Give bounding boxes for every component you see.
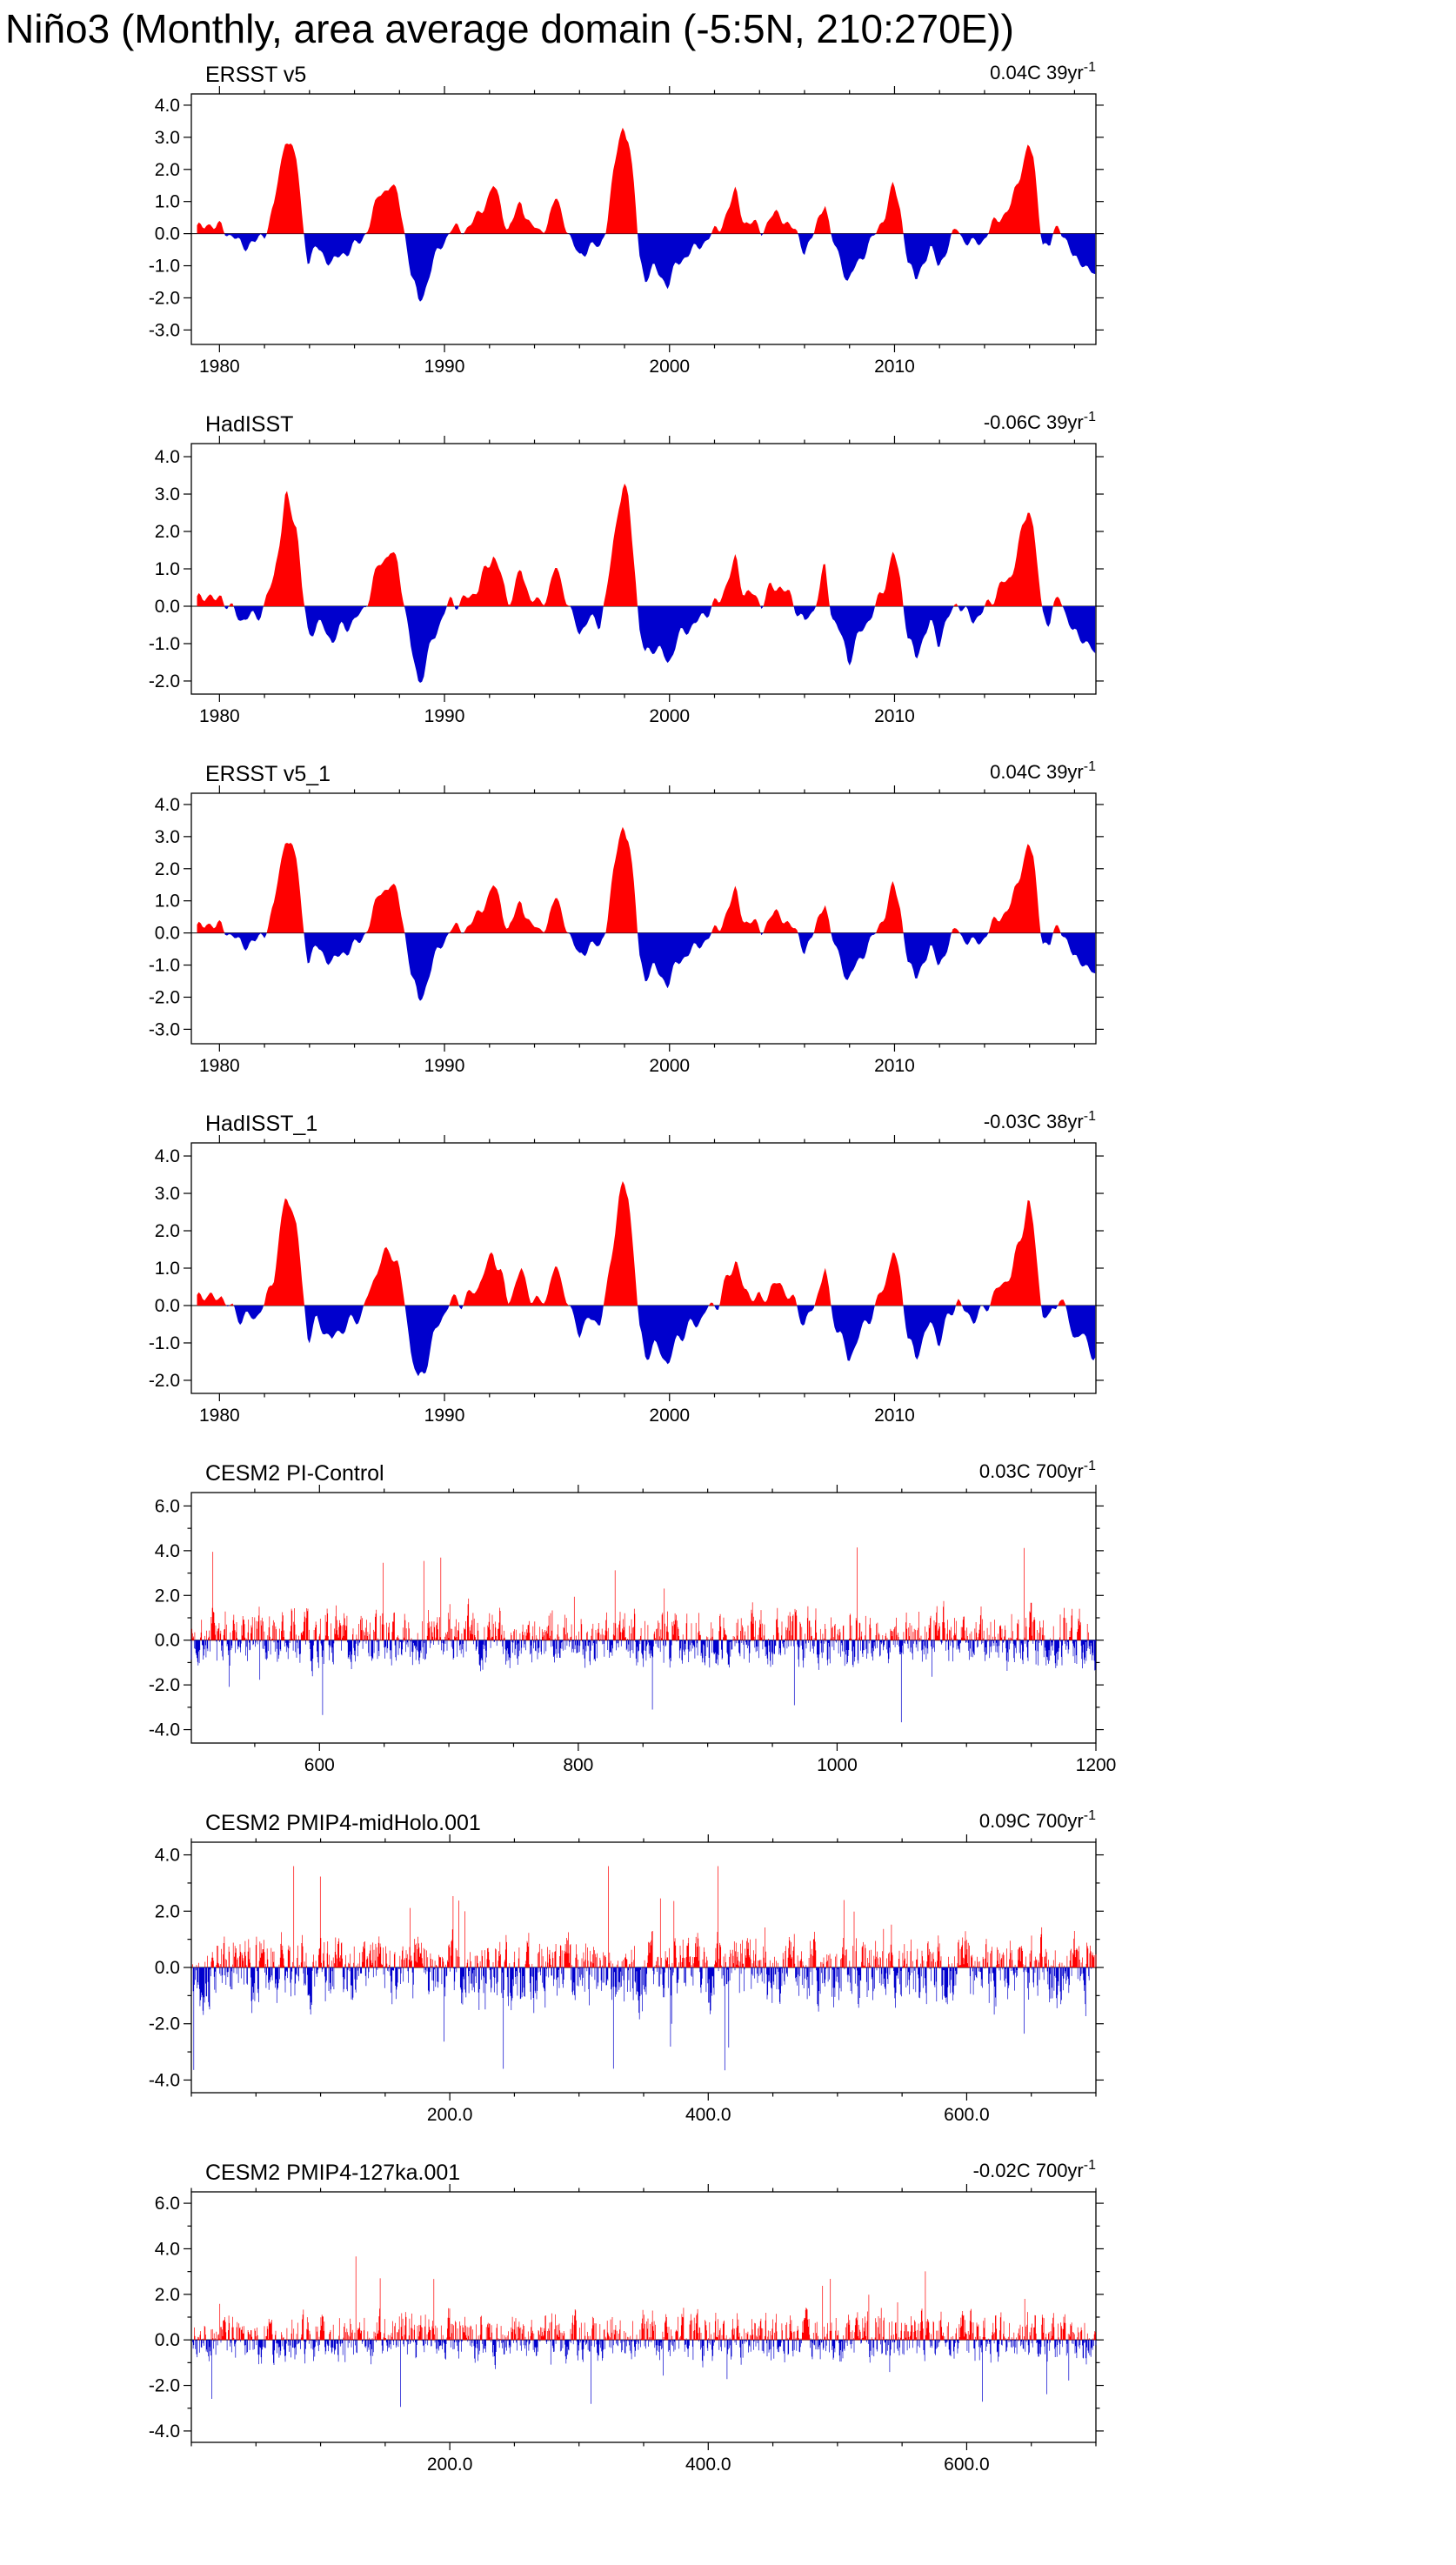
xtick-label: 600.0 xyxy=(944,2105,990,2125)
ytick-label: -1.0 xyxy=(148,955,180,976)
ytick-label: -2.0 xyxy=(148,987,180,1008)
xtick-label: 2010 xyxy=(874,357,915,377)
ytick-label: 4.0 xyxy=(154,794,180,815)
ytick-label: 3.0 xyxy=(154,826,180,847)
ytick-label: 2.0 xyxy=(154,858,180,879)
negative-anomaly-spikes xyxy=(193,2340,1097,2407)
panel-title-6: CESM2 PMIP4-127ka.001 xyxy=(205,2161,461,2185)
panel-trend-1: -0.06C $39yr^{-1}$ xyxy=(983,410,1096,433)
ytick-label: -2.0 xyxy=(148,1370,180,1391)
ytick-label: -1.0 xyxy=(148,1333,180,1353)
panel-trend-6: -0.02C $700yr^{-1}$ xyxy=(972,2158,1096,2181)
panel-chart-6 xyxy=(113,2154,1139,2503)
panel-chart-2 xyxy=(113,755,1139,1105)
xtick-label: 400.0 xyxy=(685,2455,731,2475)
panel-trend-2: 0.04C $39yr^{-1}$ xyxy=(990,759,1096,783)
ytick-label: 1.0 xyxy=(154,191,180,212)
ytick-label: 0.0 xyxy=(154,224,180,244)
ytick-label: 4.0 xyxy=(154,1540,180,1561)
ytick-label: -4.0 xyxy=(148,2070,180,2091)
xtick-label: 2000 xyxy=(649,1406,691,1426)
ytick-label: 6.0 xyxy=(154,2194,180,2214)
panel-trend-0: 0.04C $39yr^{-1}$ xyxy=(990,60,1096,83)
xtick-label: 200.0 xyxy=(426,2105,473,2125)
ytick-label: 0.0 xyxy=(154,596,180,617)
xtick-label: 1990 xyxy=(424,1406,465,1426)
ytick-label: 4.0 xyxy=(154,2239,180,2260)
ytick-label: -2.0 xyxy=(148,288,180,309)
ytick-label: 1.0 xyxy=(154,559,180,579)
xtick-label: 1980 xyxy=(198,706,240,726)
ytick-label: 6.0 xyxy=(154,1496,180,1517)
xtick-label: 1990 xyxy=(424,1056,465,1076)
xtick-label: 1200 xyxy=(1075,1755,1117,1775)
ytick-label: 3.0 xyxy=(154,484,180,505)
ytick-label: 2.0 xyxy=(154,1221,180,1242)
ytick-label: 3.0 xyxy=(154,127,180,148)
panel-title-1: HadISST xyxy=(205,412,294,437)
negative-anomaly-area xyxy=(197,1181,1096,1376)
xtick-label: 2010 xyxy=(874,706,915,726)
ytick-label: -4.0 xyxy=(148,1720,180,1740)
xtick-label: 800 xyxy=(563,1755,594,1775)
figure-title: Niño3 (Monthly, area average domain (-5:5N, 210:270E)) xyxy=(5,6,1014,51)
panel-trend-3: -0.03C $38yr^{-1}$ xyxy=(983,1109,1096,1132)
xtick-label: 1000 xyxy=(817,1755,858,1775)
ytick-label: 1.0 xyxy=(154,891,180,912)
panel-chart-4 xyxy=(113,1454,1139,1804)
xtick-label: 1990 xyxy=(424,357,465,377)
ytick-label: -3.0 xyxy=(148,320,180,341)
panel-title-0: ERSST v5 xyxy=(205,63,307,87)
xtick-label: 2010 xyxy=(874,1406,915,1426)
ytick-label: 0.0 xyxy=(154,1958,180,1978)
xtick-label: 2000 xyxy=(649,357,691,377)
ytick-label: 0.0 xyxy=(154,923,180,944)
positive-anomaly-spikes xyxy=(193,1867,1097,1968)
negative-anomaly-area xyxy=(197,484,1096,683)
xtick-label: 2000 xyxy=(649,1056,691,1076)
ytick-label: -2.0 xyxy=(148,2375,180,2396)
panel-title-3: HadISST_1 xyxy=(205,1112,318,1136)
xtick-label: 600.0 xyxy=(944,2455,990,2475)
panel-trend-5: 0.09C $700yr^{-1}$ xyxy=(978,1808,1096,1832)
xtick-label: 2010 xyxy=(874,1056,915,1076)
xtick-label: 1990 xyxy=(424,706,465,726)
ytick-label: 0.0 xyxy=(154,2330,180,2351)
panel-title-4: CESM2 PI-Control xyxy=(205,1461,384,1486)
ytick-label: 3.0 xyxy=(154,1184,180,1205)
ytick-label: 0.0 xyxy=(154,1630,180,1651)
negative-anomaly-area xyxy=(197,827,1096,1001)
xtick-label: 200.0 xyxy=(426,2455,473,2475)
ytick-label: 1.0 xyxy=(154,1259,180,1279)
positive-anomaly-spikes xyxy=(192,1547,1089,1640)
panel-chart-5 xyxy=(113,1804,1139,2154)
xtick-label: 1980 xyxy=(198,357,240,377)
ytick-label: 4.0 xyxy=(154,1146,180,1167)
ytick-label: 4.0 xyxy=(154,95,180,116)
ytick-label: 4.0 xyxy=(154,447,180,468)
panel-trend-4: 0.03C $700yr^{-1}$ xyxy=(978,1459,1096,1482)
ytick-label: -1.0 xyxy=(148,633,180,654)
ytick-label: 0.0 xyxy=(154,1295,180,1316)
xtick-label: 600 xyxy=(304,1755,335,1775)
xtick-label: 1980 xyxy=(198,1056,240,1076)
negative-anomaly-area xyxy=(197,128,1096,302)
negative-anomaly-spikes xyxy=(191,1640,1096,1722)
panel-chart-0 xyxy=(113,56,1139,405)
xtick-label: 1980 xyxy=(198,1406,240,1426)
positive-anomaly-area xyxy=(197,484,1096,683)
ytick-label: 4.0 xyxy=(154,1845,180,1866)
ytick-label: 2.0 xyxy=(154,2284,180,2305)
ytick-label: -3.0 xyxy=(148,1019,180,1040)
panels xyxy=(113,56,1456,2503)
ytick-label: -2.0 xyxy=(148,671,180,691)
ytick-label: -2.0 xyxy=(148,1675,180,1696)
panel-chart-3 xyxy=(113,1105,1139,1454)
ytick-label: 2.0 xyxy=(154,522,180,543)
panel-chart-1 xyxy=(113,405,1139,755)
ytick-label: -1.0 xyxy=(148,256,180,277)
negative-anomaly-spikes xyxy=(193,1967,1092,2070)
ytick-label: -4.0 xyxy=(148,2421,180,2441)
ytick-label: -2.0 xyxy=(148,2014,180,2034)
panel-title-5: CESM2 PMIP4-midHolo.001 xyxy=(205,1811,481,1835)
ytick-label: 2.0 xyxy=(154,1901,180,1922)
xtick-label: 2000 xyxy=(649,706,691,726)
positive-anomaly-spikes xyxy=(194,2256,1095,2340)
xtick-label: 400.0 xyxy=(685,2105,731,2125)
ytick-label: 2.0 xyxy=(154,1586,180,1606)
ytick-label: 2.0 xyxy=(154,159,180,180)
panel-title-2: ERSST v5_1 xyxy=(205,762,331,786)
